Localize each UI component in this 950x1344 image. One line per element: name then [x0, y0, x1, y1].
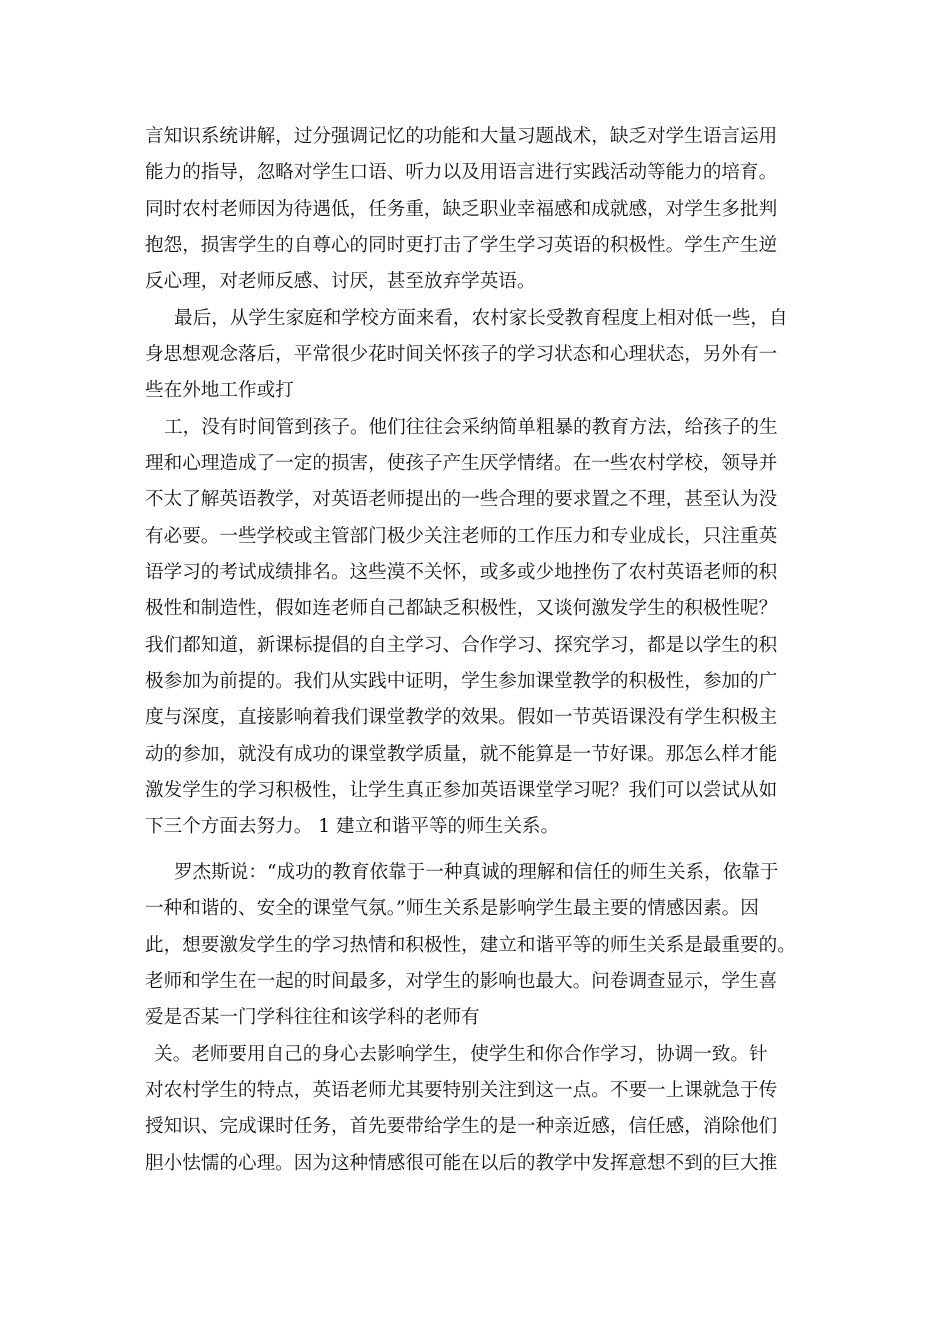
text-line: 极参加为前提的。我们从实践中证明，学生参加课堂教学的积极性，参加的广 [145, 671, 778, 692]
text-line: 度与深度，直接影响着我们课堂教学的效果。假如一节英语课没有学生积极主 [145, 707, 778, 728]
text-line: 胆小怯懦的心理。因为这种情感很可能在以后的教学中发挥意想不到的巨大推 [145, 1153, 778, 1174]
text-line: 老师和学生在一起的时间最多，对学生的影响也最大。问卷调查显示，学生喜 [145, 971, 778, 992]
text-line: 反心理，对老师反感、讨厌，甚至放弃学英语。 [145, 271, 536, 292]
text-line: 我们都知道，新课标提倡的自主学习、合作学习、探究学习，都是以学生的积 [145, 635, 778, 656]
text-line: 抱怨，损害学生的自尊心的同时更打击了学生学习英语的积极性。学生产生逆 [145, 235, 778, 256]
text-line: 不太了解英语教学，对英语老师提出的一些合理的要求置之不理，甚至认为没 [145, 489, 778, 510]
text-line: 关。老师要用自己的身心去影响学生，使学生和你合作学习，协调一致。针 [154, 1044, 768, 1065]
text-line: 同时农村老师因为待遇低，任务重，缺乏职业幸福感和成就感，对学生多批判 [145, 199, 778, 220]
text-line: 言知识系统讲解，过分强调记忆的功能和大量习题战术，缺乏对学生语言运用 [145, 126, 778, 147]
text-line: 工，没有时间管到孩子。他们往往会采纳简单粗暴的教育方法，给孩子的生 [164, 417, 778, 438]
text-line: 理和心理造成了一定的损害，使孩子产生厌学情绪。在一些农村学校，领导并 [145, 453, 778, 474]
text-line: 激发学生的学习积极性，让学生真正参加英语课堂学习呢？我们可以尝试从如 [145, 780, 778, 801]
text-line: 有必要。一些学校或主管部门极少关注老师的工作压力和专业成长，只注重英 [145, 526, 778, 547]
text-line: 语学习的考试成绩排名。这些漠不关怀，或多或少地挫伤了农村英语老师的积 [145, 562, 778, 583]
text-line: 一种和谐的、安全的课堂气氛。”师生关系是影响学生最主要的情感因素。因 [145, 898, 759, 919]
text-line: 对农村学生的特点，英语老师尤其要特别关注到这一点。不要一上课就急于传 [145, 1080, 778, 1101]
text-line: 能力的指导，忽略对学生口语、听力以及用语言进行实践活动等能力的培育。 [145, 162, 778, 183]
text-line: 此，想要激发学生的学习热情和积极性，建立和谐平等的师生关系是最重要的。 [145, 935, 796, 956]
text-line: 些在外地工作或打 [145, 380, 294, 401]
text-line: 授知识、完成课时任务，首先要带给学生的是一种亲近感，信任感，消除他们 [145, 1116, 778, 1137]
text-line: 身思想观念落后，平常很少花时间关怀孩子的学习状态和心理状态，另外有一 [145, 344, 778, 365]
text-line: 动的参加，就没有成功的课堂教学质量，就不能算是一节好课。那怎么样才能 [145, 744, 778, 765]
text-line: 爱是否某一门学科往往和该学科的老师有 [145, 1007, 480, 1028]
text-line: 下三个方面去努力。 1 建立和谐平等的师生关系。 [145, 816, 560, 837]
text-line: 最后，从学生家庭和学校方面来看，农村家长受教育程度上相对低一些，自 [174, 308, 788, 329]
text-line: 极性和制造性，假如连老师自己都缺乏积极性，又谈何激发学生的积极性呢？ [145, 598, 778, 619]
text-line: 罗杰斯说：“成功的教育依靠于一种真诚的理解和信任的师生关系，依靠于 [174, 862, 779, 883]
